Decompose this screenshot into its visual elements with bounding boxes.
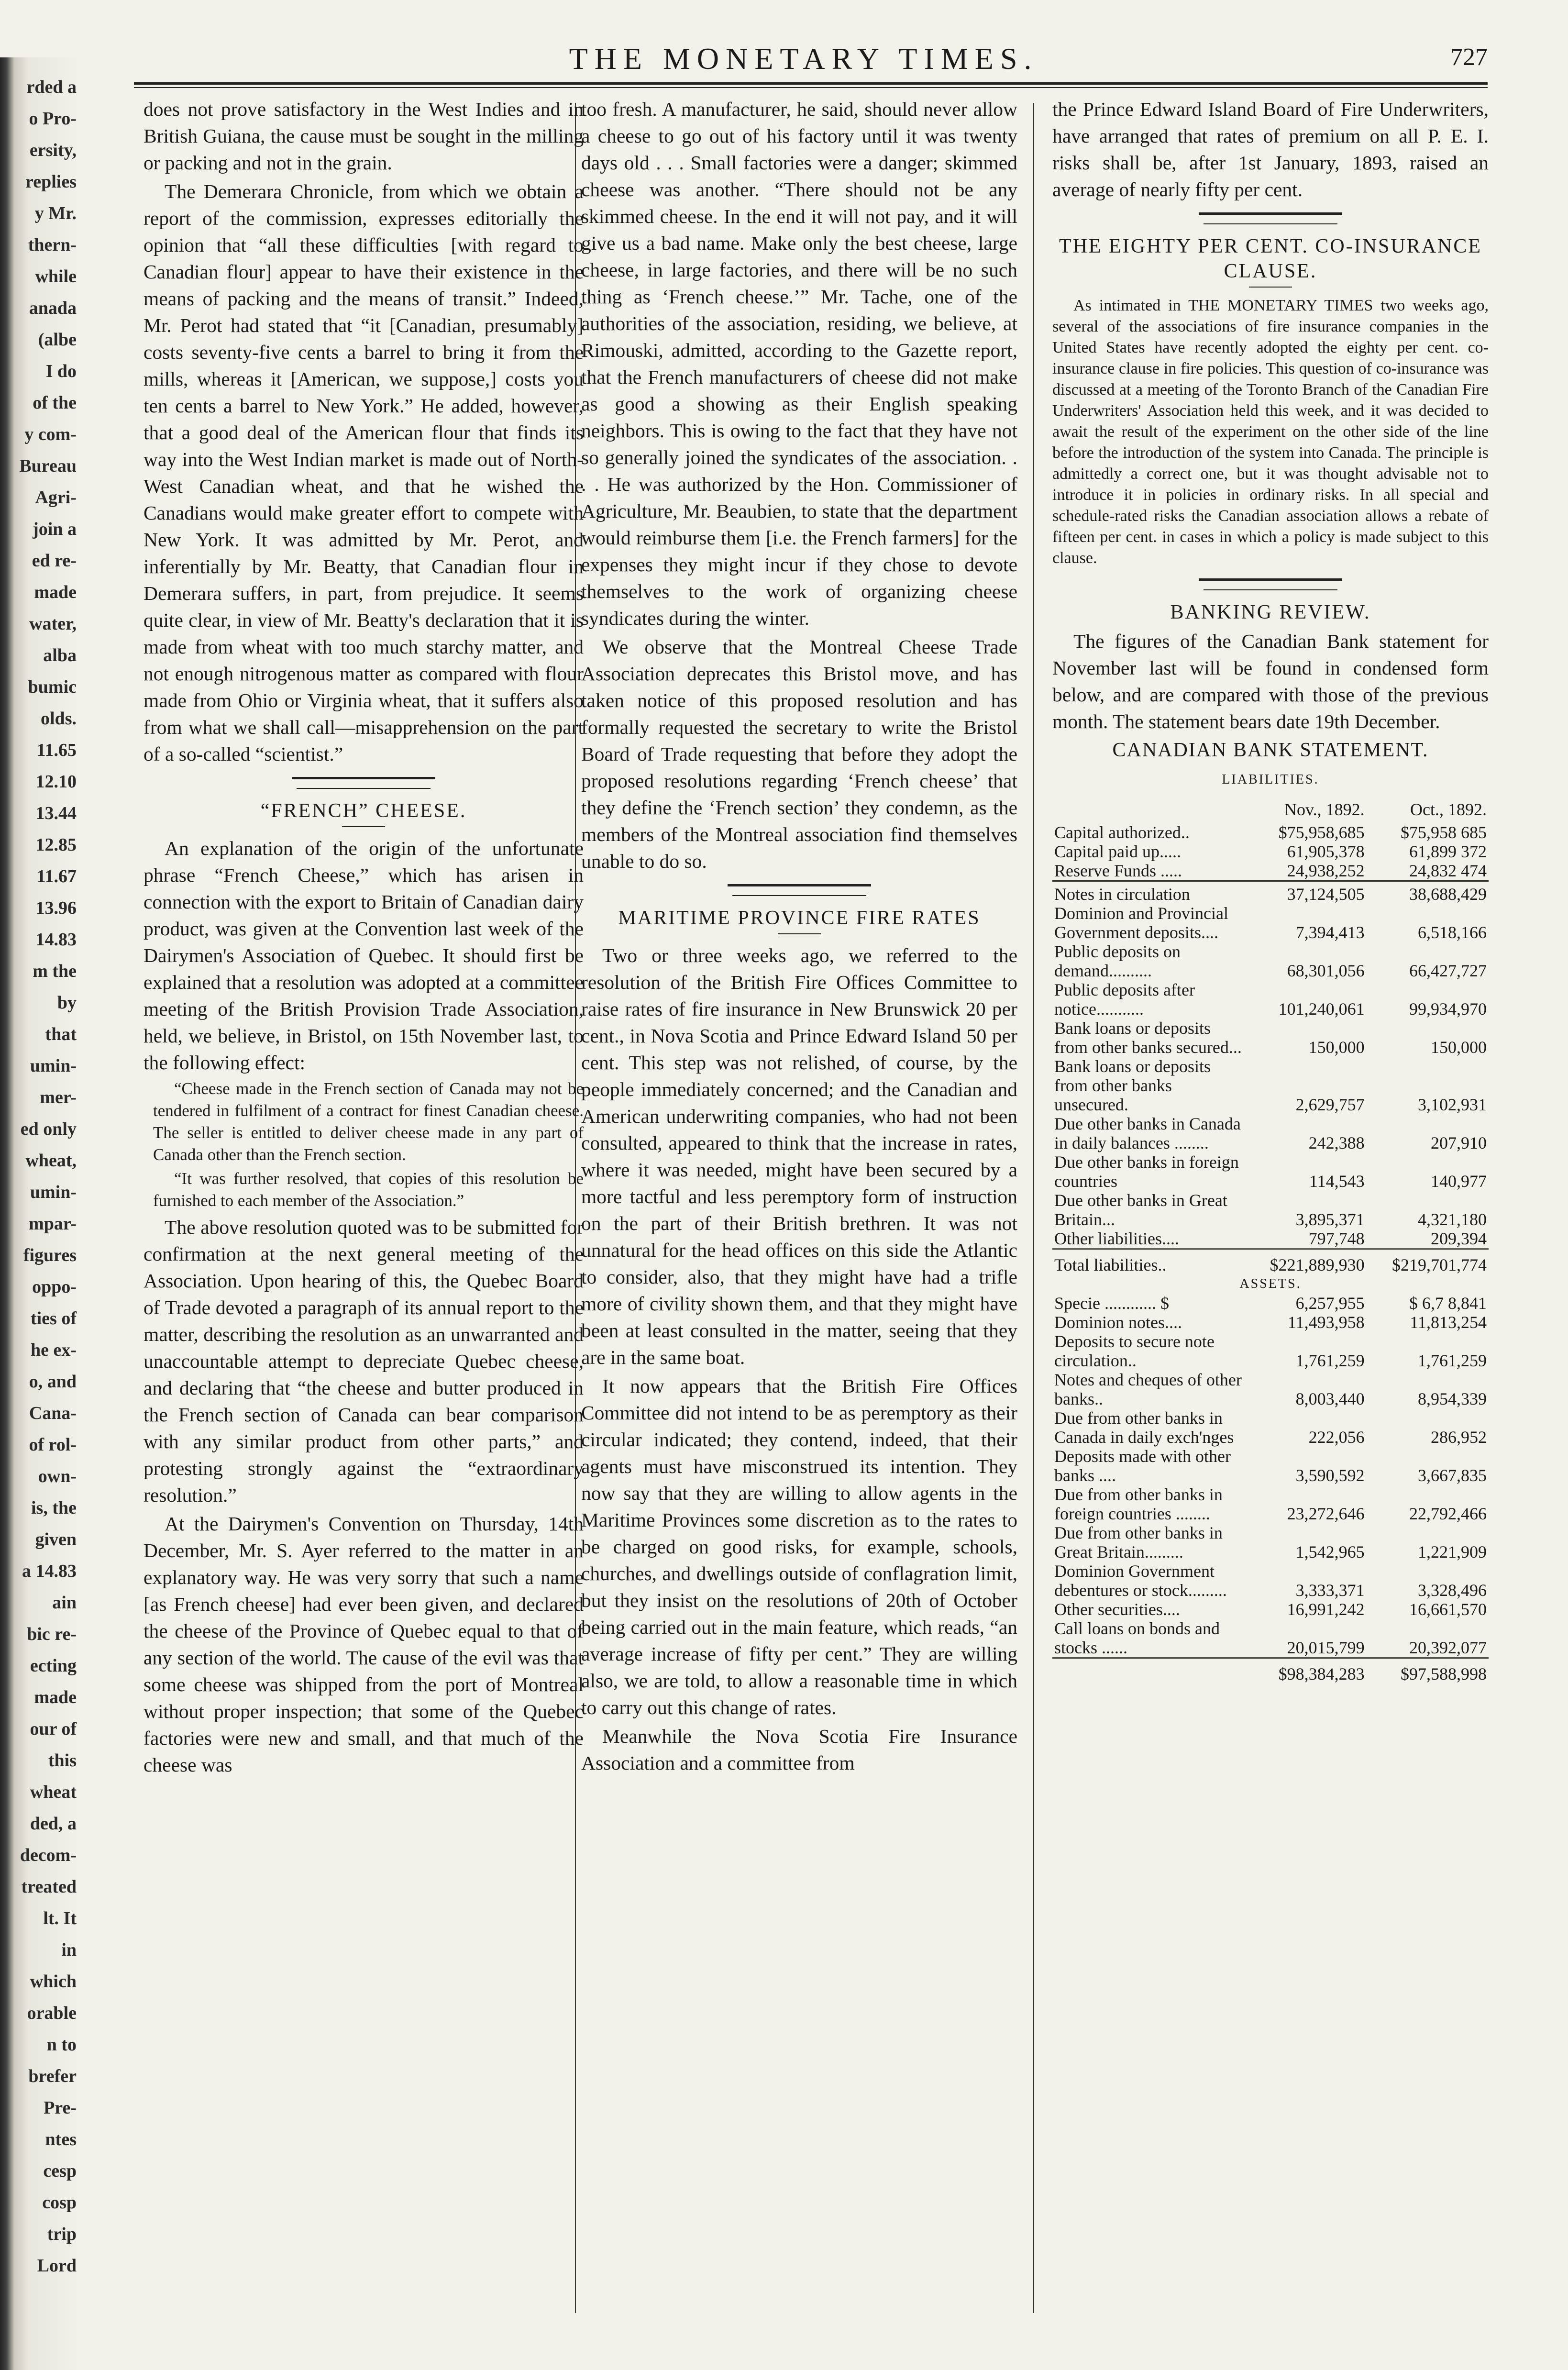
asset-row (1052, 1600, 1489, 1619)
liability-row (1052, 1229, 1489, 1249)
asset-row (1052, 1485, 1489, 1523)
value-nov: 37,124,505 (1287, 885, 1365, 904)
margin-fragment: orable (27, 2003, 77, 2023)
value-oct: 20,392,077 (1409, 1638, 1487, 1657)
margin-fragment: bic re- (27, 1624, 77, 1644)
paragraph: Meanwhile the Nova Scotia Fire Insurance Association and a committee from (581, 1725, 1017, 1774)
capital-row (1052, 861, 1489, 881)
row-label: Public deposits on demand.......... (1054, 942, 1181, 980)
paragraph: The figures of the Canadian Bank statement for November last will be found in condensed form below, and are compared with those of the previous month. The statement bears date 19th December. (1052, 630, 1489, 732)
paragraph: The above resolution quoted was to be submitted for confirmation at the next general meeting of the Association. Upon hearing of this, the Quebec Board of Trade devoted a paragraph of its annual report to the matter, describing the resolution as an unwarranted and unaccountable attempt to depreciate Quebec cheese, and declaring that “the cheese and butter produced in the French section of Canada can bear comparison with any similar product from other parts,” and protesting strongly against the “extraordinary resolution.” (144, 1216, 584, 1506)
margin-fragment: cosp (42, 2193, 77, 2213)
header-blank (1052, 796, 1244, 823)
margin-fragment: 11.65 (36, 740, 77, 760)
margin-fragment: y com- (24, 424, 77, 444)
liability-row (1052, 1019, 1489, 1057)
total-liabilities-label: Total liabilities.. (1054, 1255, 1167, 1274)
margin-fragment: o, and (29, 1372, 77, 1392)
value-oct: 1,761,259 (1418, 1351, 1487, 1370)
row-label: Due from other banks in Great Britain......... (1054, 1523, 1223, 1562)
headline-eighty-per-cent: THE EIGHTY PER CENT. CO-INSURANCE CLAUSE. (1059, 235, 1482, 282)
margin-fragment: ain (52, 1593, 77, 1613)
margin-fragment: decom- (20, 1845, 77, 1865)
value-nov: 8,003,440 (1295, 1389, 1365, 1408)
value-nov: 3,590,592 (1295, 1466, 1365, 1485)
table-header-row (1052, 796, 1489, 823)
row-label: Other securities.... (1054, 1600, 1180, 1619)
value-oct: 38,688,429 (1409, 885, 1487, 904)
masthead: THE MONETARY TIMES. (569, 42, 1038, 76)
margin-fragment: thern- (28, 235, 77, 255)
margin-fragment: alba (43, 645, 77, 665)
value-nov: 16,991,242 (1287, 1600, 1365, 1619)
asset-row (1052, 1562, 1489, 1600)
section-rule-thin (732, 895, 866, 896)
value-nov: 1,542,965 (1295, 1542, 1365, 1562)
total-liabilities-oct: $219,701,774 (1392, 1255, 1487, 1274)
margin-fragment: our of (30, 1719, 77, 1739)
margin-fragment: (albe (38, 330, 77, 350)
margin-fragment: y Mr. (34, 203, 77, 223)
value-nov: $75,958,685 (1278, 823, 1365, 842)
row-label: Call loans on bonds and stocks ...... (1054, 1619, 1220, 1657)
asset-row (1052, 1332, 1489, 1370)
section-rule-thin (1204, 589, 1337, 590)
row-label: Capital paid up..... (1054, 842, 1181, 861)
row-label: Notes in circulation (1054, 885, 1190, 904)
value-oct: 150,000 (1431, 1038, 1487, 1057)
total-assets-nov: $98,384,283 (1278, 1664, 1365, 1683)
margin-fragment: while (35, 266, 77, 287)
margin-fragment: own- (38, 1466, 77, 1486)
capital-row (1052, 842, 1489, 861)
row-label: Due from other banks in foreign countries ........ (1054, 1485, 1223, 1523)
margin-fragment: Agri- (35, 487, 77, 508)
margin-fragment: bumic (28, 677, 77, 697)
capital-row (1052, 823, 1489, 842)
total-liabilities-nov: $221,889,930 (1270, 1255, 1365, 1274)
value-nov: 797,748 (1308, 1229, 1365, 1248)
margin-fragment: o Pro- (29, 109, 77, 129)
total-liabilities-row (1052, 1252, 1489, 1274)
margin-fragment: which (30, 1971, 77, 1992)
value-oct: 22,792,466 (1409, 1504, 1487, 1523)
margin-fragment: of rol- (29, 1435, 77, 1455)
section-rule (1199, 212, 1342, 215)
column-2 (581, 96, 1017, 2320)
header-nov: Nov., 1892. (1284, 800, 1365, 819)
value-nov: 61,905,378 (1287, 842, 1365, 861)
row-label: Dominion and Provincial Government deposits.... (1054, 904, 1228, 942)
margin-fragment: umin- (30, 1056, 77, 1076)
headline-rule (342, 826, 385, 827)
value-oct: 3,328,496 (1418, 1581, 1487, 1600)
value-oct: 3,667,835 (1418, 1466, 1487, 1485)
margin-fragment: he ex- (30, 1340, 77, 1360)
header-rule (134, 82, 1488, 85)
asset-row (1052, 1370, 1489, 1408)
section-rule-thin (297, 788, 431, 789)
value-nov: 7,394,413 (1295, 923, 1365, 942)
liability-row (1052, 904, 1489, 942)
asset-row (1052, 1619, 1489, 1658)
paragraph: It now appears that the British Fire Offices Committee did not intend to be as peremptory as their circular indicated; they contend, indeed, that their agents must have misconstrued its intention. They now say that they are willing to allow agents in the Maritime Provinces some discretion as to the rates to be charged on good risks, for example, schools, churches, and dwellings outside of conflagration limit, but they insist on the resolutions of 20th of October being carried out in the main feature, which reads, “an average increase of fifty per cent.” They are willing also, we are told, to allow a reasonable time in which to carry out this change of rates. (581, 1375, 1017, 1718)
row-label: Reserve Funds ..... (1054, 861, 1182, 880)
margin-fragment: 13.44 (35, 803, 77, 823)
margin-fragment: I do (45, 361, 77, 381)
paragraph: At the Dairymen's Convention on Thursday, 14th December, Mr. S. Ayer referred to the matter in an explanatory way. He was very sorry that such a name [as French cheese] had ever been given, and declared the cheese of the Province of Quebec equal to that of any section of the world. The cause of the evil was that some cheese was shipped from the port of Montreal without proper inspection; that some of the Quebec factories were new and small, and that much of the cheese was (144, 1513, 584, 1776)
page-header (120, 41, 1488, 84)
row-label: Due other banks in foreign countries (1054, 1152, 1239, 1191)
header-oct: Oct., 1892. (1410, 800, 1487, 819)
row-label: Notes and cheques of other banks.. (1054, 1370, 1242, 1408)
row-label: Dominion notes.... (1054, 1313, 1182, 1332)
margin-fragment: cesp (43, 2161, 77, 2181)
table-title: CANADIAN BANK STATEMENT. (1112, 739, 1429, 761)
margin-fragment: 11.67 (36, 866, 77, 886)
value-oct: 3,102,931 (1418, 1095, 1487, 1114)
margin-fragment: join a (33, 519, 77, 539)
value-oct: 99,934,970 (1409, 999, 1487, 1019)
liability-row (1052, 1057, 1489, 1114)
value-nov: 2,629,757 (1295, 1095, 1365, 1114)
paragraph: The Demerara Chronicle, from which we obtain a report of the commission, expresses editorially the opinion that “all these difficulties [with regard to Canadian flour] appear to have their existence in the means of packing and the means of transit.” Indeed, Mr. Perot had stated that “it [Canadian, presumably] costs seventy-five cents a barrel to bring it from the mills, whereas it [American, we suppose,] costs you ten cents a barrel to New York.” He added, however, that a good deal of the American flour that finds its way into the West Indian market is made out of North-West Canadian wheat, and that he wished the Canadians would make greater effort to compete with New York. It was admitted by Mr. Perot, and inferentially by Mr. Beatty, that Canadian flour in Demerara suffers, in part, from prejudice. It seems quite clear, in view of Mr. Beatty's declaration that it is made from wheat with too much starchy matter, and not enough nitrogenous matter as compared with flour made from Ohio or Virginia wheat, that it suffers also from what we shall call—misapprehension on the part of a so-called “scientist.” (144, 180, 584, 765)
margin-fragment: figures (23, 1245, 77, 1265)
margin-fragment: ties of (30, 1308, 77, 1329)
liability-row (1052, 942, 1489, 980)
section-rule-thin (1204, 223, 1337, 224)
margin-fragment: mpar- (29, 1214, 77, 1234)
value-oct: 140,977 (1431, 1172, 1487, 1191)
margin-fragment: is, the (31, 1498, 77, 1518)
margin-fragment: ded, a (30, 1814, 77, 1834)
asset-row (1052, 1294, 1489, 1313)
value-oct: 8,954,339 (1418, 1389, 1487, 1408)
total-assets-label (1052, 1661, 1244, 1683)
row-label: Bank loans or deposits from other banks secured... (1054, 1019, 1242, 1057)
column-3 (1052, 96, 1489, 2320)
asset-row (1052, 1408, 1489, 1447)
margin-fragment: made (34, 1687, 77, 1707)
row-label: Due other banks in Great Britain... (1054, 1191, 1227, 1229)
margin-fragment: 13.96 (35, 898, 77, 918)
column-divider (1033, 103, 1034, 2313)
paragraph: We observe that the Montreal Cheese Trade Association deprecates this Bristol move, and has taken notice of this proposed resolution and has formally requested the secretary to write the Bristol Board of Trade requesting that before they adopt the proposed resolutions regarding ‘French cheese’ that they define the ‘French section’ they condemn, as the members of the Montreal association find themselves unable to do so. (581, 636, 1017, 872)
value-oct: 66,427,727 (1409, 961, 1487, 980)
margin-fragment: treated (21, 1877, 77, 1897)
value-oct: $ 6,7 8,841 (1409, 1294, 1487, 1313)
margin-fragment: mer- (40, 1087, 77, 1107)
value-nov: 20,015,799 (1287, 1638, 1365, 1657)
value-nov: 150,000 (1308, 1038, 1365, 1057)
margin-fragment: Lord (37, 2256, 77, 2276)
margin-fragment: umin- (30, 1182, 77, 1202)
margin-fragment: wheat, (25, 1151, 77, 1171)
margin-fragment: rded a (26, 77, 77, 97)
value-nov: 222,056 (1308, 1428, 1365, 1447)
margin-fragment: lt. It (43, 1908, 77, 1928)
value-nov: 24,938,252 (1287, 861, 1365, 880)
value-nov: 101,240,061 (1278, 999, 1365, 1019)
paragraph: An explanation of the origin of the unfortunate phrase “French Cheese,” which has arisen in connection with the export to Britain of Canadian dairy product, was given at the Convention last week of the Dairymen's Association of Quebec. It should first be explained that a resolution was adopted at a committee meeting of the British Provision Trade Association, held, we believe, in Bristol, on 15th November last, to the following effect: (144, 837, 584, 1074)
value-nov: 23,272,646 (1287, 1504, 1365, 1523)
row-label: Public deposits after notice........... (1054, 980, 1195, 1019)
asset-row (1052, 1313, 1489, 1332)
margin-fragment: 12.10 (35, 772, 77, 792)
margin-fragment: by (57, 993, 77, 1013)
value-nov: 3,333,371 (1295, 1581, 1365, 1600)
quoted-resolution: “It was further resolved, that copies of this resolution be furnished to each member of the Association.” (153, 1169, 584, 1210)
row-label: Bank loans or deposits from other banks unsecured. (1054, 1057, 1211, 1114)
paragraph: the Prince Edward Island Board of Fire Underwriters, have arranged that rates of premium on all P. E. I. risks shall be, after 1st January, 1893, raised an average of nearly fifty per cent. (1052, 98, 1489, 200)
paragraph: too fresh. A manufacturer, he said, should never allow a cheese to go out of his factory until it was twenty days old . . . Small factories were a danger; skimmed cheese was another. “There should not be any skimmed cheese. In the end it will not pay, and it will give us a bad name. Make only the best cheese, large cheese, in large factories, and there will be no such thing as ‘French cheese.’” Mr. Tache, one of the authorities of the association, residing, we believe, at Rimouski, admitted, according to the Gazette report, that the French manufacturers of cheese did not make as good a showing as their English speaking neighbors. This is owing to the fact that they have not so generally joined the syndicates of the association. . . . He was authorized by the Hon. Commissioner of Agriculture, Mr. Beaubien, to state that the department would reimburse them [i.e. the French farmers] for the expenses they might incur if they chose to devote themselves to the work of organizing cheese syndicates during the winter. (581, 98, 1017, 629)
row-label: Deposits made with other banks .... (1054, 1447, 1231, 1485)
paragraph: Two or three weeks ago, we referred to the resolution of the British Fire Offices Committee to raise rates of fire insurance in New Brunswick 20 per cent., in Nova Scotia and Prince Edward Island 50 per cent. This step was not relished, of course, by the people immediately concerned; and the Canadian and American underwriting companies, who had not been consulted, appeared to think that the increase in rates, where it was needed, might have been secured by a more tactful and less peremptory form of instruction on the part of their British brethren. It was not unnatural for the head offices on this side the Atlantic to consider, also, that they might have had a trifle more of civility shown them, and that they might have been at least consulted in the matter, seeing that they are in the same boat. (581, 944, 1017, 1368)
margin-fragment: 14.83 (35, 930, 77, 950)
value-nov: 11,493,958 (1287, 1313, 1365, 1332)
value-nov: 1,761,259 (1295, 1351, 1365, 1370)
liability-row (1052, 1152, 1489, 1191)
headline-maritime-fire-rates: MARITIME PROVINCE FIRE RATES (618, 907, 981, 929)
headline-banking-review: BANKING REVIEW. (1170, 601, 1371, 623)
value-oct: 24,832 474 (1409, 861, 1487, 880)
liability-row (1052, 1191, 1489, 1229)
page-number: 727 (1450, 44, 1488, 71)
value-oct: 286,952 (1431, 1428, 1487, 1447)
total-assets-row (1052, 1661, 1489, 1683)
headline-french-cheese: “FRENCH” CHEESE. (260, 800, 467, 822)
value-oct: 61,899 372 (1409, 842, 1487, 861)
section-rule (1199, 578, 1342, 581)
section-rule (292, 777, 435, 779)
row-label: Other liabilities.... (1054, 1229, 1179, 1248)
margin-fragment: made (34, 582, 77, 602)
liability-row (1052, 1114, 1489, 1152)
value-nov: 114,543 (1309, 1172, 1365, 1191)
row-label: Due other banks in Canada in daily balances ........ (1054, 1114, 1241, 1152)
row-label: Due from other banks in Canada in daily exch'nges (1054, 1408, 1234, 1447)
value-oct: $75,958 685 (1401, 823, 1487, 842)
margin-fragment: ed only (20, 1119, 77, 1139)
margin-fragment: n to (46, 2035, 77, 2055)
row-label: Deposits to secure note circulation.. (1054, 1332, 1215, 1370)
margin-fragment: ntes (45, 2129, 77, 2149)
margin-fragment: anada (29, 298, 77, 318)
margin-fragment: brefer (28, 2066, 77, 2086)
value-oct: 209,394 (1431, 1229, 1487, 1248)
value-nov: 68,301,056 (1287, 961, 1365, 980)
margin-fragment: water, (29, 614, 77, 634)
margin-fragment: in (61, 1940, 77, 1960)
margin-fragment: Pre- (44, 2098, 77, 2118)
total-assets-oct: $97,588,998 (1401, 1664, 1487, 1683)
row-label: Dominion Government debentures or stock......... (1054, 1562, 1227, 1600)
margin-fragment: 12.85 (35, 835, 77, 855)
margin-fragment: this (48, 1750, 77, 1771)
value-oct: 6,518,166 (1418, 923, 1487, 942)
margin-fragment: Cana- (29, 1403, 77, 1423)
assets-label: ASSETS. (1239, 1276, 1302, 1291)
bank-statement-table (1052, 796, 1489, 1683)
section-rule (728, 884, 871, 886)
margin-fragment: ersity, (29, 140, 77, 160)
margin-fragment: ecting (30, 1656, 77, 1676)
asset-row (1052, 1447, 1489, 1485)
margin-fragment: ed re- (32, 551, 77, 571)
liabilities-label: LIABILITIES. (1222, 772, 1319, 787)
headline-rule (1249, 287, 1292, 288)
margin-fragment: of the (33, 393, 77, 413)
value-nov: 242,388 (1308, 1133, 1365, 1152)
row-label: Capital authorized.. (1054, 823, 1190, 842)
headline-rule (778, 933, 821, 934)
liability-row (1052, 980, 1489, 1019)
value-oct: 11,813,254 (1410, 1313, 1487, 1332)
margin-fragment: wheat (30, 1782, 77, 1802)
margin-fragment: given (35, 1529, 77, 1550)
margin-fragment: olds. (41, 709, 77, 729)
margin-fragment: m the (33, 961, 77, 981)
value-nov: 6,257,955 (1295, 1294, 1365, 1313)
margin-fragment: oppo- (32, 1277, 77, 1297)
row-label: Specie ............ $ (1054, 1294, 1169, 1313)
margin-fragment: Bureau (19, 456, 77, 476)
liability-row (1052, 885, 1489, 904)
paragraph: As intimated in THE MONETARY TIMES two weeks ago, several of the associations of fire insurance companies in the United States have recently adopted the eighty per cent. co-insurance clause in fire policies. This question of co-insurance was discussed at a meeting of the Toronto Branch of the Canadian Fire Underwriters' Association held this week, and it was decided to await the result of the experiment on the other side of the line before the introduction of the system into Canada. The principle is admittedly a correct one, but it was thought advisable not to introduce it in policies in ordinary risks. In all special and schedule-rated risks the Canadian association allows a rebate of fifteen per cent. in cases in which a policy is made subject to this clause. (1052, 297, 1489, 567)
asset-row (1052, 1523, 1489, 1562)
left-margin-bleed (0, 57, 81, 2370)
value-oct: 4,321,180 (1418, 1210, 1487, 1229)
value-oct: 16,661,570 (1409, 1600, 1487, 1619)
value-oct: 1,221,909 (1418, 1542, 1487, 1562)
margin-fragment: replies (25, 172, 77, 192)
margin-fragment: a 14.83 (22, 1561, 77, 1581)
margin-fragment: trip (47, 2224, 77, 2244)
quoted-resolution: “Cheese made in the French section of Canada may not be tendered in fulfilment of a contract for finest Canadian cheese. The seller is entitled to deliver cheese made in any part of Canada other than the French section. (153, 1079, 584, 1164)
value-nov: 3,895,371 (1295, 1210, 1365, 1229)
column-1 (144, 96, 584, 2320)
paragraph: does not prove satisfactory in the West Indies and in British Guiana, the cause must be sought in the milling or packing and not in the grain. (144, 98, 584, 174)
header-rule-thin (134, 87, 1488, 88)
margin-fragment: that (45, 1024, 77, 1044)
value-oct: 207,910 (1431, 1133, 1487, 1152)
